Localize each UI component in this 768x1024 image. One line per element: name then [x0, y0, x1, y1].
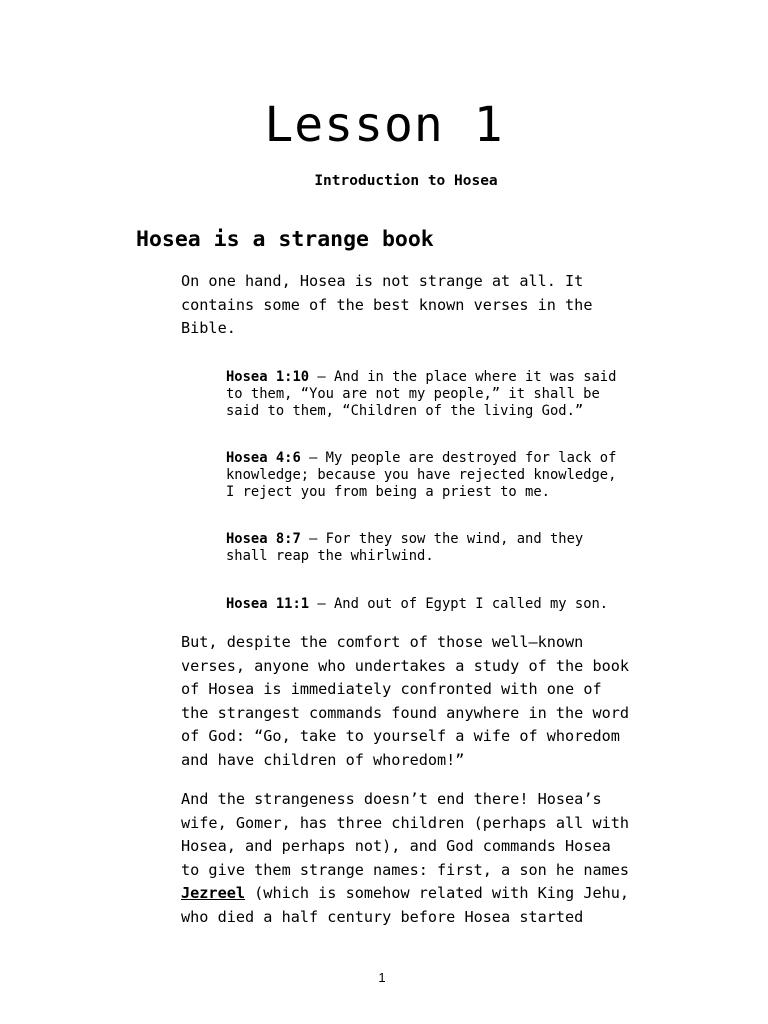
verse-text: knowledge; because you have rejected knowledge, [226, 466, 617, 483]
verse-text: I reject you from being a priest to me. [226, 483, 550, 500]
paragraph-text: (which is somehow related with King Jehu, [245, 884, 630, 903]
verse-text: shall reap the whirlwind. [226, 547, 434, 564]
paragraph-line: who died a half century before Hosea started [181, 907, 584, 926]
intro-paragraph [181, 270, 651, 341]
verse-reference: Hosea 8:7 [226, 531, 301, 547]
page-subtitle: Introduction to Hosea [314, 173, 498, 189]
verse-first-line [226, 531, 646, 548]
paragraph-line: to give them strange names: first, a son he names [181, 860, 630, 879]
verse-first-line [226, 450, 646, 467]
verse-text: – My people are destroyed for lack of [300, 450, 617, 466]
verse-text: – And out of Egypt I called my son. [309, 596, 609, 612]
verse-quote [226, 596, 646, 613]
paragraph-line: the strangest commands found anywhere in the word [181, 703, 630, 722]
verse-reference: Hosea 1:10 [226, 369, 310, 385]
verse-reference: Hosea 4:6 [226, 450, 301, 466]
paragraph-line: On one hand, Hosea is not strange at all. It [181, 272, 584, 290]
paragraph-line: and have children of whoredom!” [181, 750, 465, 769]
paragraph-line: And the strangeness doesn’t end there! Hosea’s [181, 790, 602, 808]
verse-first-line [226, 596, 646, 613]
verse-quote [226, 450, 646, 500]
body-paragraph [181, 788, 651, 930]
emphasized-name: Jezreel [181, 884, 246, 903]
verse-text: said to them, “Children of the living God.” [226, 402, 584, 419]
paragraph-line: of God: “Go, take to yourself a wife of whoredom [181, 727, 620, 746]
verse-text: to them, “You are not my people,” it shall be [226, 385, 600, 402]
section-heading: Hosea is a strange book [136, 227, 434, 252]
paragraph-line: Bible. [181, 319, 236, 338]
paragraph-line: of Hosea is immediately confronted with one of [181, 680, 602, 699]
paragraph-line: contains some of the best known verses in the [181, 295, 593, 314]
paragraph-line [181, 882, 651, 906]
paragraph-line: Hosea, and perhaps not), and God commands Hosea [181, 837, 611, 856]
paragraph-line: wife, Gomer, has three children (perhaps all with [181, 813, 630, 832]
page-title: Lesson 1 [264, 97, 504, 153]
verse-reference: Hosea 11:1 [226, 596, 310, 612]
verse-text: – And in the place where it was said [309, 369, 617, 385]
verse-first-line [226, 369, 646, 386]
verse-quote [226, 369, 646, 419]
paragraph-line: But, despite the comfort of those well–known [181, 633, 584, 651]
paragraph-line: verses, anyone who undertakes a study of the book [181, 656, 630, 675]
verse-text: – For they sow the wind, and they [300, 531, 584, 547]
page-number: 1 [378, 970, 386, 985]
verse-quote [226, 531, 646, 565]
body-paragraph [181, 631, 651, 773]
